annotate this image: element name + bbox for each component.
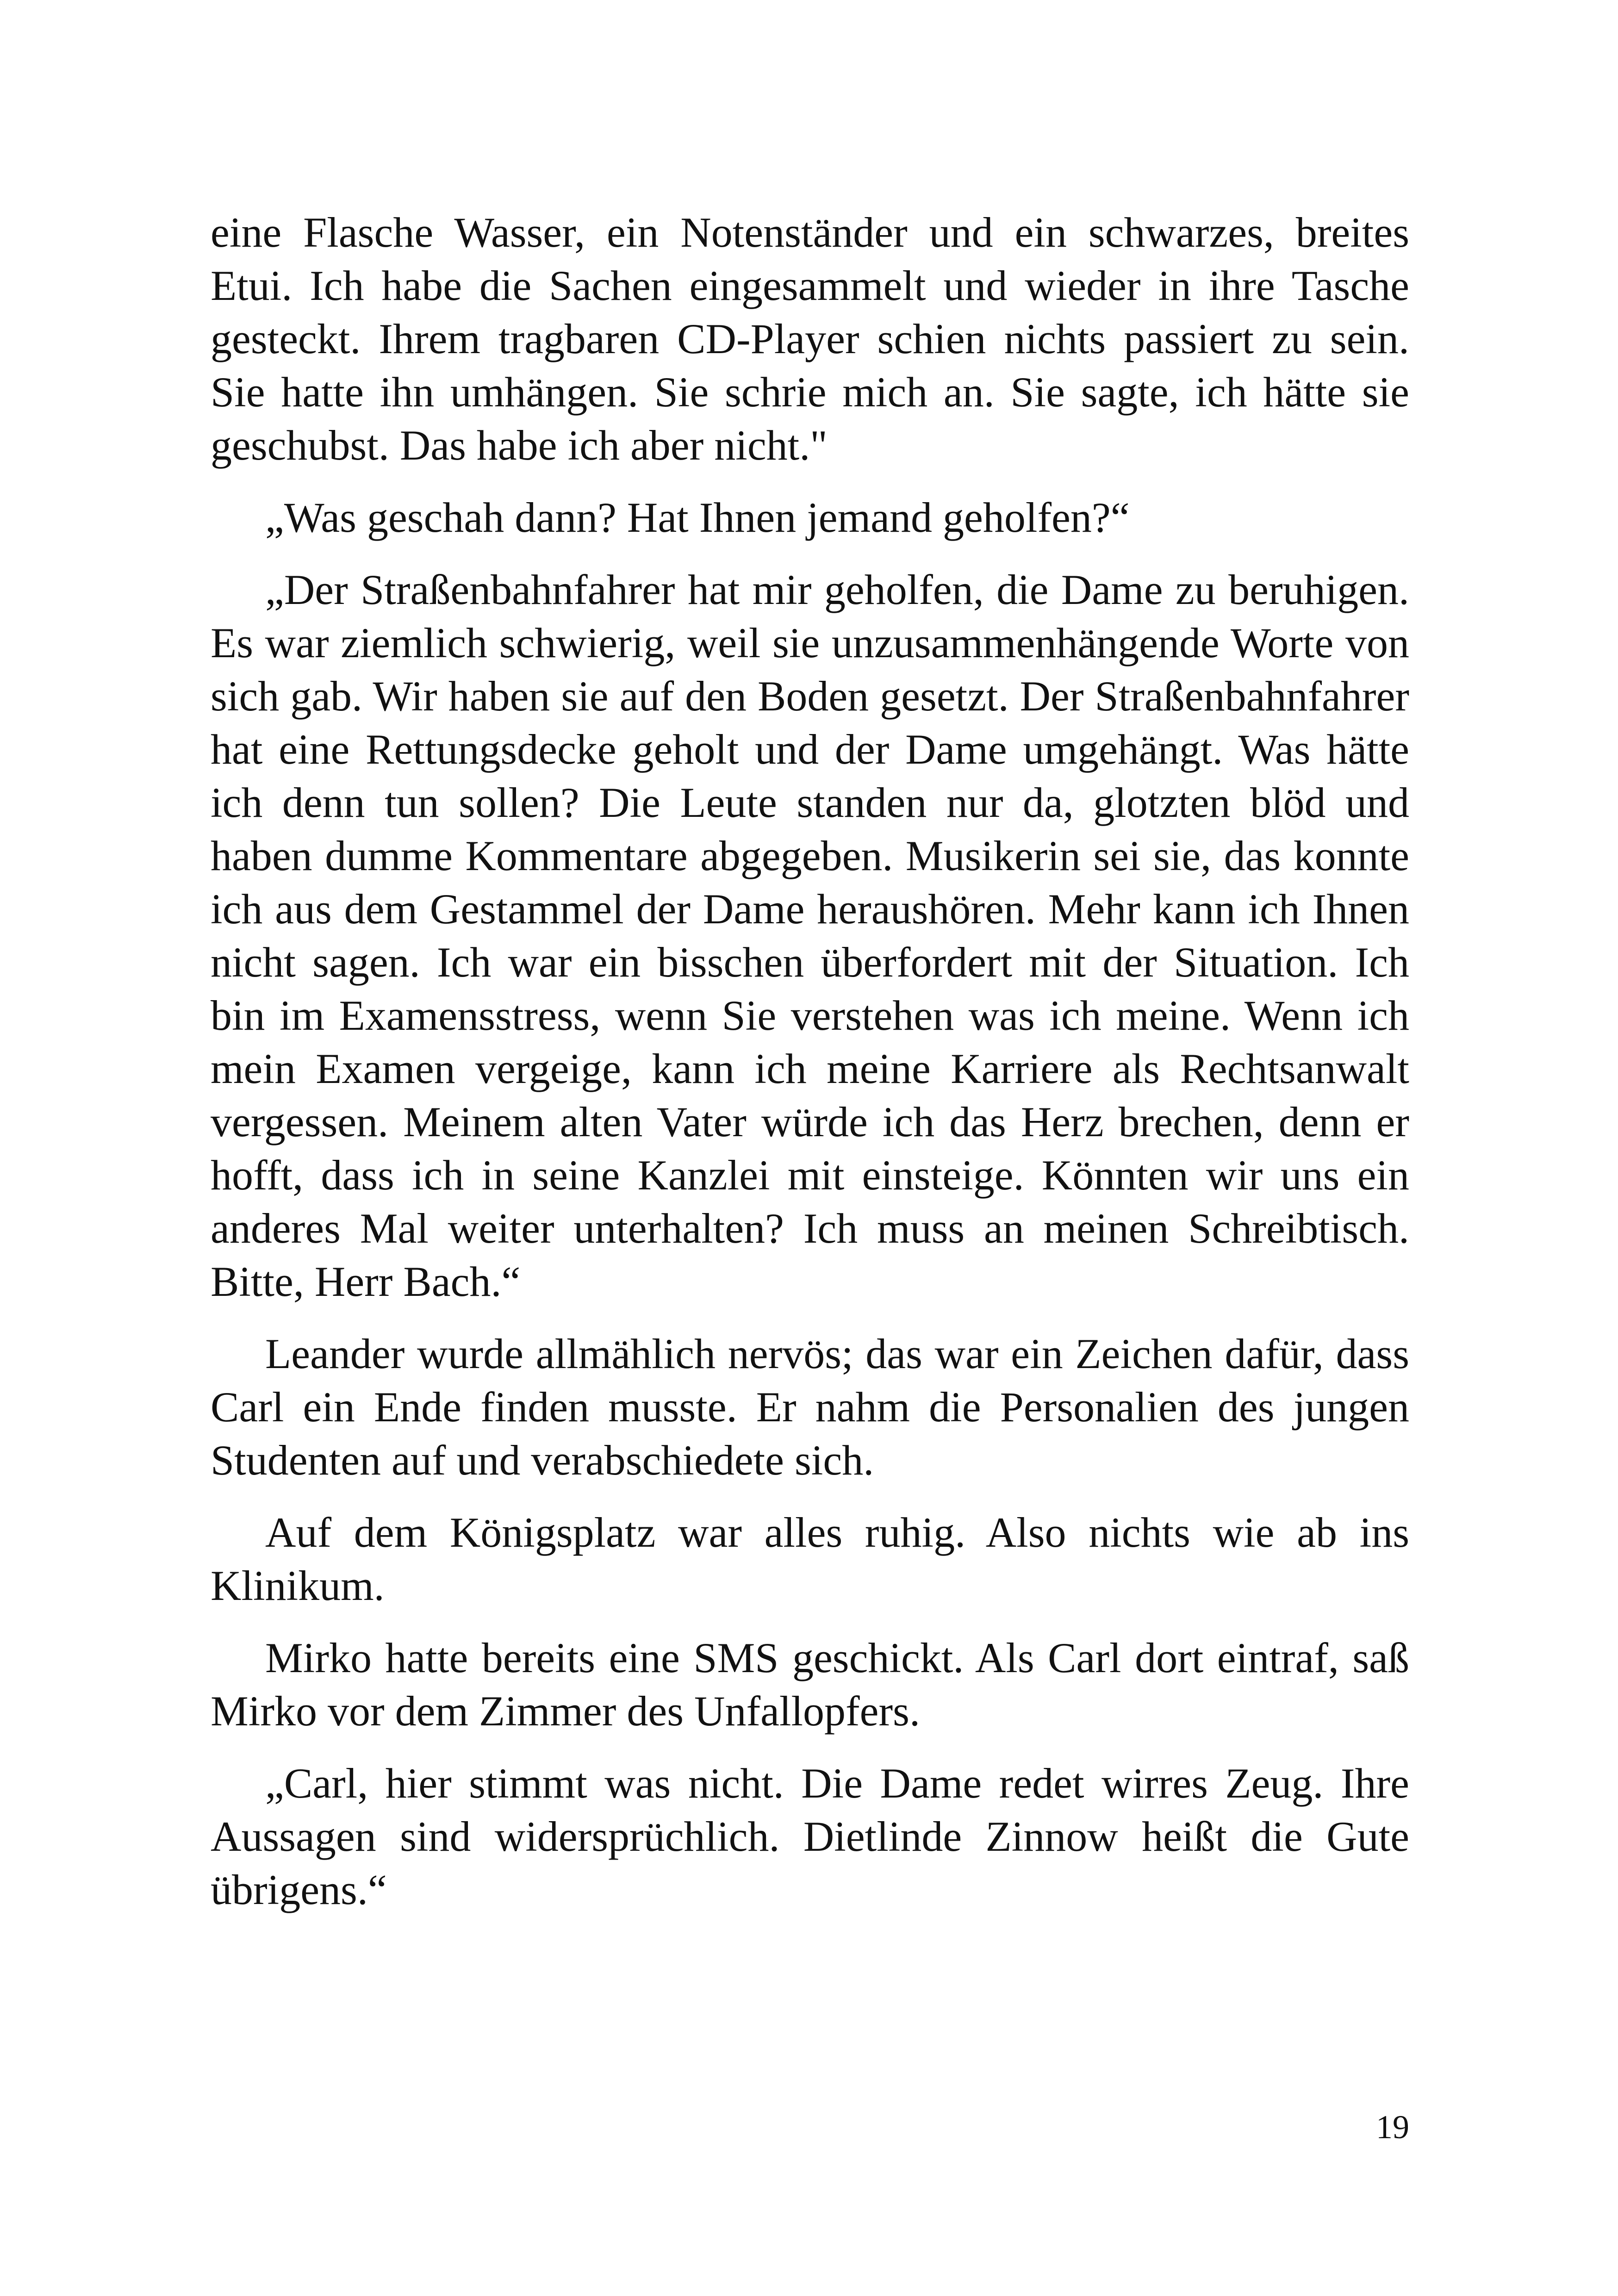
paragraph: Mirko hatte bereits eine SMS geschickt. Als Carl dort eintraf, saß Mirko vor dem Zimmer des Unfallopfers. <box>211 1634 1409 1735</box>
paragraph: „Carl, hier stimmt was nicht. Die Dame redet wirres Zeug. Ihre Aussagen sind widersprüchlich. Dietlinde Zinnow heißt die Gute übrigens.“ <box>211 1760 1409 1913</box>
paragraph: „Der Straßenbahnfahrer hat mir geholfen, die Dame zu beruhigen. Es war ziemlich schwierig, weil sie unzusammenhängende Worte von sich gab. Wir haben sie auf den Boden gesetzt. Der Straßenbahnfahrer hat eine Rettungsdecke geholt und der Dame umgehängt. Was hätte ich denn tun sollen? Die Leute standen nur da, glotzten blöd und haben dumme Kommentare abgegeben. Musikerin sei sie, das konnte ich aus dem Gestammel der Dame heraushören. Mehr kann ich Ihnen nicht sagen. Ich war ein bisschen überfordert mit der Situation. Ich bin im Examensstress, wenn Sie verstehen was ich meine. Wenn ich mein Examen vergeige, kann ich meine Karriere als Rechtsanwalt vergessen. Meinem alten Vater würde ich das Herz brechen, denn er hofft, dass ich in seine Kanzlei mit einsteige. Könnten wir uns ein anderes Mal weiter unterhalten? Ich muss an meinen Schreibtisch. Bitte, Herr Bach.“ <box>211 566 1409 1305</box>
page-number: 19 <box>1376 2109 1409 2146</box>
paragraph: Leander wurde allmählich nervös; das war ein Zeichen dafür, dass Carl ein Ende finden musste. Er nahm die Personalien des jungen Studenten auf und verabschiedete sich. <box>211 1330 1409 1484</box>
paragraph: „Was geschah dann? Hat Ihnen jemand geholfen?“ <box>265 494 1130 541</box>
paragraph: eine Flasche Wasser, ein Notenständer und ein schwarzes, breites Etui. Ich habe die Sachen eingesammelt und wieder in ihre Tasche gesteckt. Ihrem tragbaren CD-Player schien nichts passiert zu sein. Sie hatte ihn umhängen. Sie schrie mich an. Sie sagte, ich hätte sie geschubst. Das habe ich aber nicht." <box>211 209 1409 469</box>
paragraph: Auf dem Königsplatz war alles ruhig. Also nichts wie ab ins Klinikum. <box>211 1509 1409 1609</box>
page-body <box>211 206 1409 1916</box>
